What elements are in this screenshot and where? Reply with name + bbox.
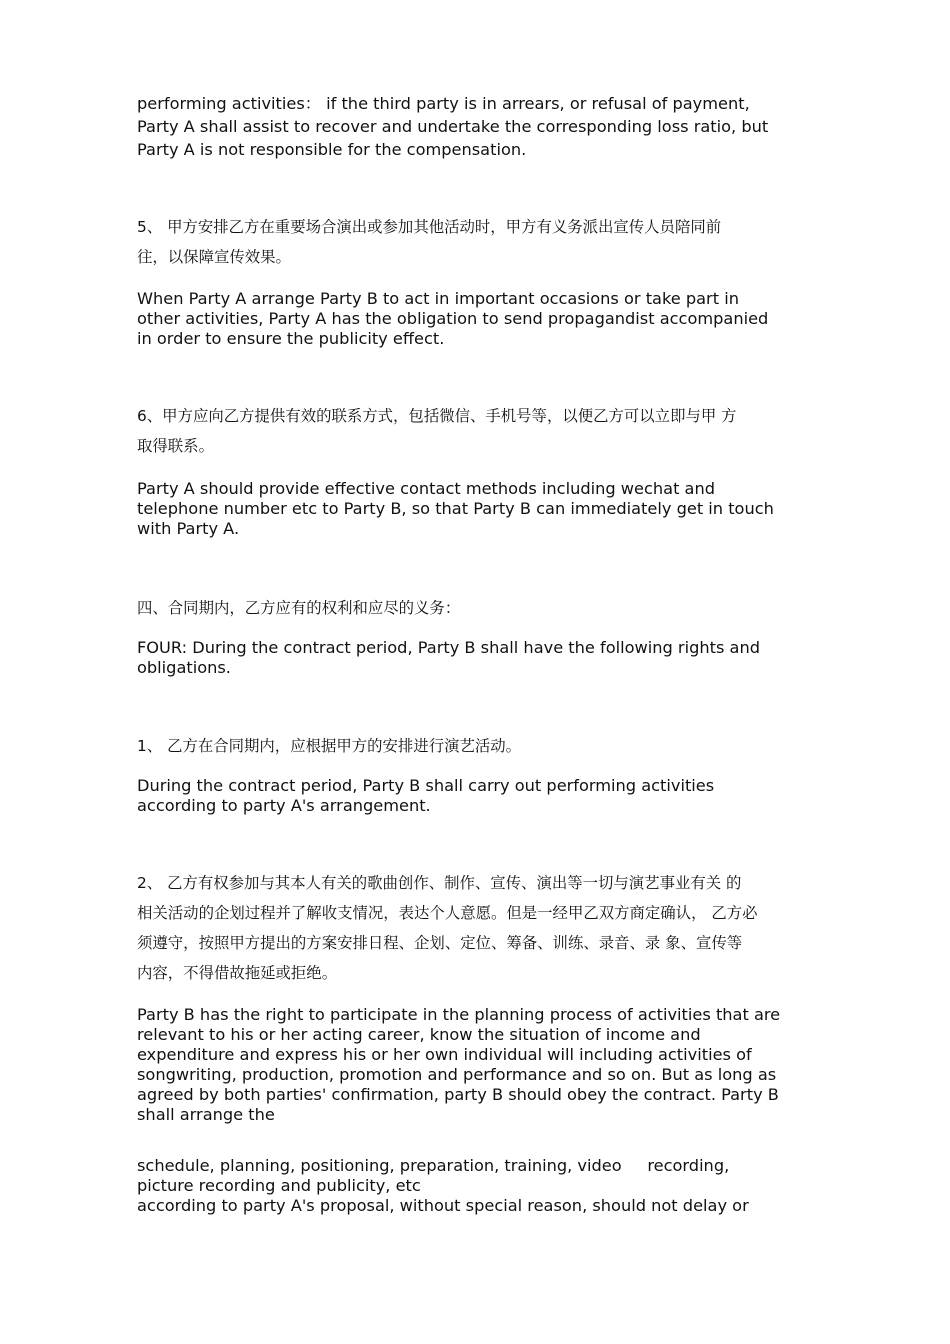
text-line: During the contract period, Party B shall carry out performing activities [137, 776, 715, 795]
text-line: 5、 甲方安排乙方在重要场合演出或参加其他活动时，甲方有义务派出宣传人员陪同前 [137, 218, 722, 236]
text-line: other activities, Party A has the obligation to send propagandist accompanied [137, 309, 769, 328]
text-line: Party B has the right to participate in the planning process of activities that are [137, 1005, 781, 1024]
clause-1-english [137, 776, 827, 816]
text-line: Party A should provide effective contact methods including wechat and [137, 479, 716, 498]
text-line: Party A is not responsible for the compensation. [137, 140, 527, 159]
text-line: 往，以保障宣传效果。 [137, 248, 291, 266]
text-line: 四、合同期内，乙方应有的权利和应尽的义务： [137, 599, 461, 617]
text-line: shall arrange the [137, 1105, 275, 1124]
clause-2-english [137, 1005, 827, 1125]
text-line: expenditure and express his or her own individual will including activities of [137, 1045, 752, 1064]
text-line: obligations. [137, 658, 231, 677]
section-four-heading-english [137, 638, 827, 678]
text-line: 内容，不得借故拖延或拒绝。 [137, 964, 338, 982]
text-line: picture recording and publicity, etc [137, 1176, 421, 1195]
clause-1-chinese [137, 731, 827, 761]
text-line: 6、甲方应向乙方提供有效的联系方式，包括微信、手机号等，以便乙方可以立即与甲 方 [137, 407, 737, 425]
text-line: 1、 乙方在合同期内，应根据甲方的安排进行演艺活动。 [137, 737, 522, 755]
text-line: with Party A. [137, 519, 240, 538]
text-line: 取得联系。 [137, 437, 214, 455]
text-line: 须遵守，按照甲方提出的方案安排日程、企划、定位、筹备、训练、录音、录 象、宣传等 [137, 934, 743, 952]
text-line: songwriting, production, promotion and performance and so on. But as long as [137, 1065, 777, 1084]
text-line: relevant to his or her acting career, know the situation of income and [137, 1025, 701, 1044]
text-line: When Party A arrange Party B to act in important occasions or take part in [137, 289, 739, 308]
text-line: according to party A's proposal, without special reason, should not delay or [137, 1196, 749, 1215]
text-line: telephone number etc to Party B, so that Party B can immediately get in touch [137, 499, 774, 518]
text-line: 2、 乙方有权参加与其本人有关的歌曲创作、制作、宣传、演出等一切与演艺事业有关 的 [137, 874, 742, 892]
clause-2-chinese [137, 868, 827, 988]
text-line: Party A shall assist to recover and undertake the corresponding loss ratio, but [137, 117, 769, 136]
paragraph-performing-activities [137, 92, 827, 161]
text-line: in order to ensure the publicity effect. [137, 329, 445, 348]
text-line: agreed by both parties' confirmation, party B should obey the contract. Party B [137, 1085, 779, 1104]
text-line: according to party A's arrangement. [137, 796, 431, 815]
text-line: FOUR: During the contract period, Party B shall have the following rights and [137, 638, 760, 657]
clause-6-chinese [137, 401, 827, 461]
text-line: schedule, planning, positioning, preparation, training, video recording, [137, 1156, 730, 1175]
section-four-heading-chinese [137, 593, 827, 623]
clause-6-english [137, 479, 827, 539]
text-line: performing activities： if the third party is in arrears, or refusal of payment, [137, 94, 750, 113]
clause-5-chinese [137, 212, 827, 272]
clause-5-english [137, 289, 827, 349]
clause-2-english-continued [137, 1156, 827, 1216]
text-line: 相关活动的企划过程并了解收支情况，表达个人意愿。但是一经甲乙双方商定确认， 乙方必 [137, 904, 758, 922]
